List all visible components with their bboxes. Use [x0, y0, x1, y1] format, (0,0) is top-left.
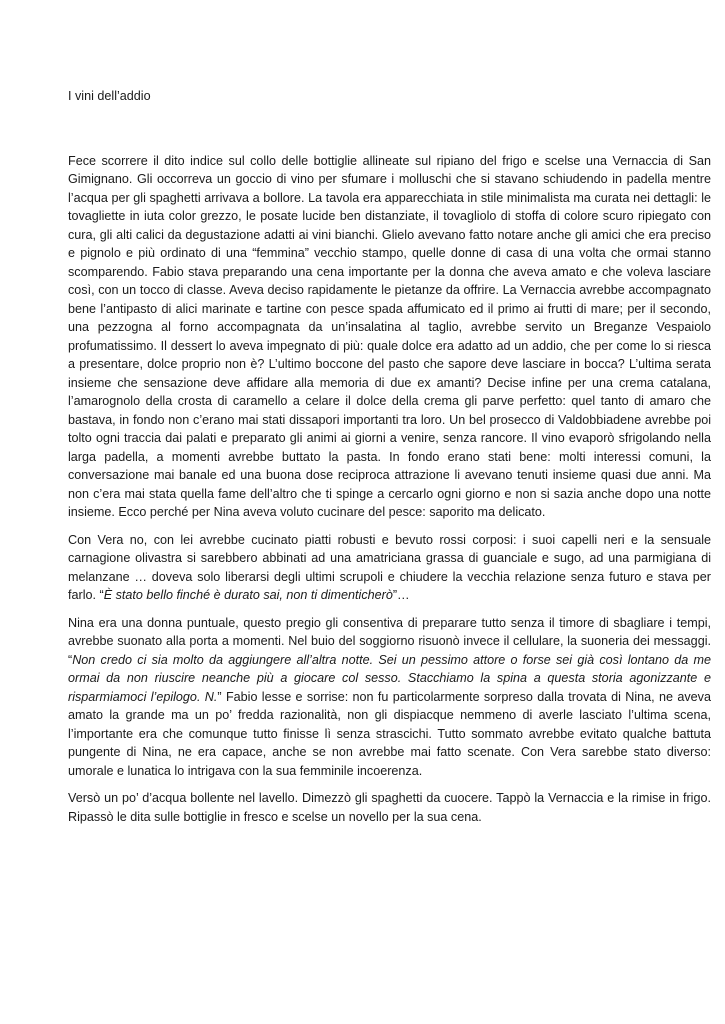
paragraph-2 [68, 531, 711, 605]
paragraph-2-end: ”… [392, 588, 410, 602]
paragraph-4: Versò un po’ d’acqua bollente nel lavello. Dimezzò gli spaghetti da cuocere. Tappò la Vernaccia e la rimise in frigo. Ripassò le dita sulle bottiglie in fresco e scelse un novello per la sua cena. [68, 791, 711, 824]
paragraph-3-message: Non credo ci sia molto da aggiungere all’altra notte. Sei un pessimo attore o forse sei già così lontano da me ormai da non riuscire neanche più a giocare col sesso. Stacchiamo la spina a questa storia agonizzante e risparmiamoci l’epilogo. N. [68, 652, 711, 704]
paragraph-3-text: Nina era una donna puntuale, questo pregio gli consentiva di preparare tutto senza il timore di sbagliare i tempi, avrebbe suonato alla porta a momenti. Nel buio del soggiorno risuonò invece il cellulare, la suoneria dei messaggi. “ [68, 615, 711, 667]
paragraph-3-end: ” Fabio lesse e sorrise: non fu particolarmente sorpreso dalla trovata di Nina, ne aveva amato la grande ma un po’ fredda razionalità, non gli dispiacque nemmeno di averle lasciato l’ultima scena, l’importante era che comunque tutto finisse lì senza strascichi. Tutto sommato avrebbe evitato qualche battuta pungente di Nina, ne era capace, anche se non avrebbe mai fatto scenate. Con Vera sarebbe stato diverso: umorale e lunatica lo intrigava con la sua femminile incoerenza. [68, 689, 711, 778]
document-body [68, 87, 711, 835]
paragraph-2-quote: È stato bello finché è durato sai, non ti dimenticherò [103, 588, 393, 602]
paragraph-1: Fece scorrere il dito indice sul collo delle bottiglie allineate sul ripiano del frigo e scelse una Vernaccia di San Gimignano. Gli occorreva un goccio di vino per sfumare i molluschi che si stavano schiudendo in padella mentre l’acqua per gli spaghetti arrivava a bollore. La tavola era apparecchiata in stile minimalista ma curata nei dettagli: le tovagliette in iuta color grezzo, le posate lucide ben distanziate, il tovagliolo di stoffa di colore scuro ripiegato con cura, gli alti calici da degustazione adatti ai vini bianchi. Glielo avevano fatto notare anche gli amici che era preciso e pignolo e più ordinato di una “femmina” vecchio stampo, quelle donne di casa di una volta che ormai stanno scomparendo. Fabio stava preparando una cena importante per la donna che aveva amato e che voleva lasciare così, con un tocco di classe. Aveva deciso rapidamente le pietanze da offrire. La Vernaccia avrebbe accompagnato bene l’antipasto di alici marinate e tartine con pesce spada affumicato ed il primo ai frutti di mare; per il secondo, una pezzogna al forno accompagnata da un’insalatina al taglio, avrebbe servito un Breganze Vespaiolo profumatissimo. Il dessert lo aveva impegnato di più: quale dolce era adatto ad un addio, che per come lo si riesca a presentare, dolce proprio non è? L’ultimo boccone del pasto che sapore deve lasciare in bocca? L’ultima serata insieme che sensazione deve affidare alla memoria di due ex amanti? Decise infine per una crema catalana, l’amarognolo della crosta di caramello a celare il dolce della crema gli parve perfetto: quel tanto di amaro che bastava, in fondo non c’erano mai stati dissapori importanti tra loro. Un bel prosecco di Valdobbiadene avrebbe poi tolto ogni traccia dai palati e preparato gli animi ai giorni a venire, senza rancore. Il vino evaporò sfrigolando nella larga padella, a momenti avrebbe buttato la pasta. In fondo erano stati bene: molti interessi comuni, la conversazione mai banale ed una buona dose reciproca attrazione li avevano tenuti insieme quasi due anni. Ma non c’era mai stata quella fame dell’altro che ti spinge a cercarlo ogni giorno e non si sazia anche dopo una notte insieme. Ecco perché per Nina aveva voluto cucinare del pesce: saporito ma delicato. [68, 153, 711, 519]
paragraph-3 [68, 614, 711, 781]
document-title: I vini dell’addio [68, 89, 151, 103]
paragraph-2-text: Con Vera no, con lei avrebbe cucinato piatti robusti e bevuto rossi corposi: i suoi capelli neri e la sensuale carnagione olivastra si sarebbero abbinati ad una amatriciana grassa di guanciale e sugo, ad una parmigiana di melanzane … doveva solo liberarsi degli ultimi scrupoli e chiudere la vecchia relazione senza futuro e stava per farlo. “ [68, 532, 711, 602]
